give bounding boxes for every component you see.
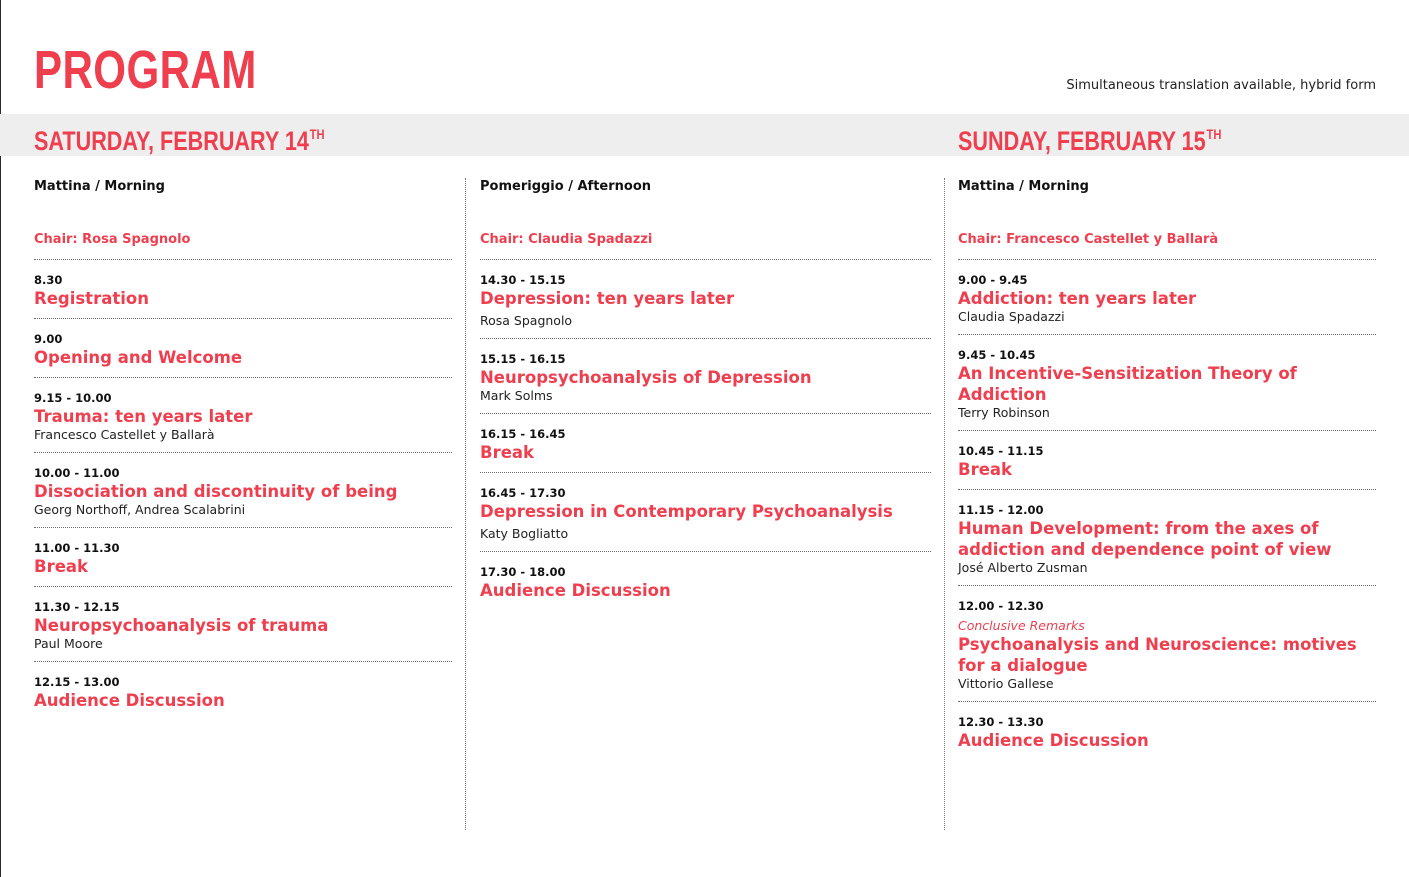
entry-time: 9.00 - 9.45	[958, 273, 1028, 287]
entry-title: Human Development: from the axes of addiction and dependence point of view	[958, 519, 1332, 559]
entry-time: 15.15 - 16.15	[480, 352, 566, 366]
program-entry	[34, 453, 452, 528]
entry-time: 10.00 - 11.00	[34, 466, 120, 480]
program-entry	[480, 260, 931, 339]
program-entry	[958, 702, 1376, 760]
page-title: PROGRAM	[34, 40, 257, 100]
session-chair: Chair: Francesco Castellet y Ballarà	[958, 232, 1376, 260]
session-chair: Chair: Claudia Spadazzi	[480, 232, 931, 260]
sunday-morning-column	[958, 179, 1376, 760]
entry-time: 8.30	[34, 273, 63, 287]
entry-title: Audience Discussion	[480, 581, 671, 600]
entry-time: 11.15 - 12.00	[958, 503, 1044, 517]
entry-time: 10.45 - 11.15	[958, 444, 1044, 458]
program-entry	[34, 260, 452, 319]
entry-time: 16.45 - 17.30	[480, 486, 566, 500]
session-label: Mattina / Morning	[34, 179, 165, 194]
translation-note: Simultaneous translation available, hybrid form	[1066, 78, 1376, 93]
session-chair: Chair: Rosa Spagnolo	[34, 232, 452, 260]
entry-title: Psychoanalysis and Neuroscience: motives for a dialogue	[958, 635, 1357, 675]
day-label-suffix: TH	[309, 126, 325, 142]
column-divider	[944, 178, 945, 830]
entry-speaker: Mark Solms	[480, 388, 553, 403]
entry-speaker: José Alberto Zusman	[958, 560, 1088, 575]
entry-time: 17.30 - 18.00	[480, 565, 566, 579]
program-entry	[480, 473, 931, 552]
entry-title: Neuropsychoanalysis of trauma	[34, 616, 329, 635]
program-entry	[958, 490, 1376, 586]
entry-speaker: Claudia Spadazzi	[958, 309, 1065, 324]
session-label: Pomeriggio / Afternoon	[480, 179, 652, 194]
program-entry	[34, 662, 452, 720]
program-entry	[34, 378, 452, 453]
entry-speaker: Paul Moore	[34, 636, 103, 651]
entry-title: Break	[958, 460, 1013, 479]
column-divider	[465, 178, 466, 830]
entry-title: Dissociation and discontinuity of being	[34, 482, 398, 501]
entry-title: Audience Discussion	[34, 691, 225, 710]
program-entry	[34, 528, 452, 587]
day-label-suffix: TH	[1206, 126, 1222, 142]
entry-title: Trauma: ten years later	[34, 407, 253, 426]
entry-time: 9.15 - 10.00	[34, 391, 112, 405]
entry-title: Depression in Contemporary Psychoanalysis	[480, 502, 893, 521]
entry-time: 9.45 - 10.45	[958, 348, 1036, 362]
program-entry	[958, 335, 1376, 431]
day-label-text: SATURDAY, FEBRUARY 14	[34, 126, 309, 156]
entry-title: Addiction: ten years later	[958, 289, 1197, 308]
entry-time: 12.00 - 12.30	[958, 599, 1044, 613]
program-entry	[480, 339, 931, 414]
entry-title: Neuropsychoanalysis of Depression	[480, 368, 812, 387]
entry-time: 14.30 - 15.15	[480, 273, 566, 287]
entry-speaker: Vittorio Gallese	[958, 676, 1054, 691]
entry-speaker: Rosa Spagnolo	[480, 313, 573, 328]
day-label-saturday	[34, 117, 325, 158]
entry-speaker: Terry Robinson	[958, 405, 1050, 420]
program-entry	[958, 260, 1376, 335]
entry-time: 12.30 - 13.30	[958, 715, 1044, 729]
entry-speaker: Georg Northoff, Andrea Scalabrini	[34, 502, 246, 517]
saturday-afternoon-column	[480, 179, 931, 610]
entry-title: Opening and Welcome	[34, 348, 243, 367]
saturday-morning-column	[34, 179, 452, 720]
entry-time: 12.15 - 13.00	[34, 675, 120, 689]
day-label-text: SUNDAY, FEBRUARY 15	[958, 126, 1206, 156]
entry-title: Depression: ten years later	[480, 289, 735, 308]
entry-title: Break	[34, 557, 89, 576]
entry-title: Registration	[34, 289, 149, 308]
session-label: Mattina / Morning	[958, 179, 1089, 194]
program-entry	[480, 552, 931, 610]
day-label-sunday	[958, 117, 1221, 158]
entry-time: 9.00	[34, 332, 63, 346]
program-entry	[34, 319, 452, 378]
entry-title: Break	[480, 443, 535, 462]
entry-time: 11.00 - 11.30	[34, 541, 120, 555]
entry-time: 16.15 - 16.45	[480, 427, 566, 441]
entry-time: 11.30 - 12.15	[34, 600, 120, 614]
entry-note: Conclusive Remarks	[958, 618, 1085, 633]
entry-speaker: Katy Bogliatto	[480, 526, 569, 541]
entry-title: Audience Discussion	[958, 731, 1149, 750]
program-entry	[958, 586, 1376, 702]
program-entry	[480, 414, 931, 473]
program-entry	[34, 587, 452, 662]
program-entry	[958, 431, 1376, 490]
entry-title: An Incentive-Sensitization Theory of Addiction	[958, 364, 1297, 404]
entry-speaker: Francesco Castellet y Ballarà	[34, 427, 215, 442]
